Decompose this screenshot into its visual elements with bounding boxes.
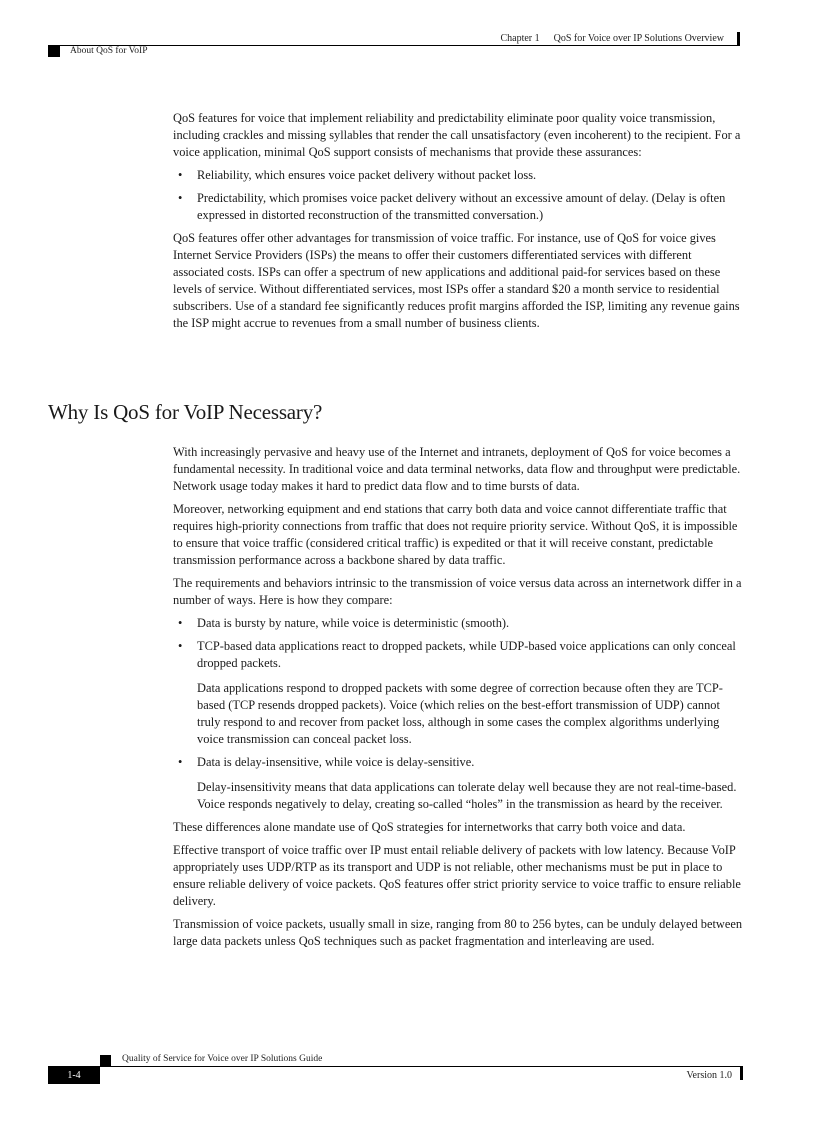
header-square (48, 45, 60, 57)
bullet-icon: • (178, 639, 183, 653)
intro-paragraph: QoS features offer other advantages for transmission of voice traffic. For instance, use of QoS for voice gives Internet Service Providers (ISPs) the means to offer their customers differentiated services with different associated costs. ISPs can offer a spectrum of new applications and additional paid-for services based on these levels of service. Without differentiated services, most ISPs offer a standard $20 a month service to residential subscribers. Use of a standard fee significantly reduces profit margins afforded the ISP, limiting any revenue gains the ISP might accrue to revenues from a small number of business clients. (173, 231, 740, 330)
section-header: About QoS for VoIP (70, 46, 148, 56)
header-bar (737, 32, 740, 46)
bullet-icon: • (178, 168, 183, 182)
chapter-title: QoS for Voice over IP Solutions Overview (553, 33, 724, 44)
page-number: 1-4 (48, 1067, 100, 1084)
intro-bullet-list (173, 167, 743, 224)
version-label: Version 1.0 (686, 1070, 732, 1081)
chapter-number: Chapter 1 (500, 33, 540, 44)
list-item: • Data is bursty by nature, while voice is deterministic (smooth). (178, 616, 510, 630)
intro-paragraph: QoS features for voice that implement reliability and predictability eliminate poor quality voice transmission, including crackles and missing syllables that render the call unsatisfactory (even incoherent) to the recipient. For a voice application, minimal QoS support consists of mechanisms that provide these assurances: (173, 111, 741, 159)
running-header (500, 33, 724, 44)
guide-title: Quality of Service for Voice over IP Solutions Guide (122, 1054, 323, 1064)
body-paragraph: Transmission of voice packets, usually small in size, ranging from 80 to 256 bytes, can be unduly delayed between large data packets unless QoS techniques such as packet fragmentation and interleaving are used. (173, 917, 743, 948)
header-rule (48, 45, 740, 46)
body-paragraph: The requirements and behaviors intrinsic to the transmission of voice versus data across an internetwork differ in a number of ways. Here is how they compare: (173, 576, 742, 607)
section-heading: Why Is QoS for VoIP Necessary? (48, 400, 323, 424)
bullet-icon: • (178, 191, 183, 205)
body-paragraph: Moreover, networking equipment and end stations that carry both data and voice cannot differentiate traffic that requires high-priority connections from traffic that does not require priority service. Without QoS, it is impossible to ensure that voice traffic (considered critical traffic) is expedited or that it will receive constant, predictable transmission performance across a backbone shared by data traffic. (173, 502, 738, 567)
list-item: • Reliability, which ensures voice packet delivery without packet loss. (178, 168, 537, 182)
list-item: • TCP-based data applications react to dropped packets, while UDP-based voice applications can only conceal dropped packets. Data applications respond to dropped packets with some degree of correction because often they are TCP-based (TCP resends dropped packets). Voice (which relies on the best-effort transmission of UDP) cannot truly respond to and recover from packet loss, although in some cases the complex algorithms underlying voice transmission can conceal packet loss. (173, 638, 743, 748)
list-item: • Predictability, which promises voice packet delivery without an excessive amount of delay. (Delay is often expressed in distorted reconstruction of the transmitted conversation.) (178, 191, 726, 222)
comparison-bullet-list (173, 615, 743, 813)
footer-rule (48, 1066, 740, 1067)
bullet-detail: Delay-insensitivity means that data applications can tolerate delay well because they are not real-time-based. Voice responds negatively to delay, creating so-called “holes” in the transmission as heard by the receiver. (197, 780, 737, 811)
body-paragraph: These differences alone mandate use of QoS strategies for internetworks that carry both voice and data. (173, 820, 686, 834)
bullet-detail: Data applications respond to dropped packets with some degree of correction because often they are TCP-based (TCP resends dropped packets). Voice (which relies on the best-effort transmission of UDP) cannot truly respond to and recover from packet loss, although in some cases the complex algorithms underlying voice transmission can conceal packet loss. (197, 681, 723, 746)
body-paragraph: Effective transport of voice traffic over IP must entail reliable delivery of packets with low latency. Because VoIP appropriately uses UDP/RTP as its transport and UDP is not reliable, other mechanisms must be put in place to ensure reliable delivery of voice packets. QoS features offer strict priority service to voice traffic to ensure reliable delivery. (173, 843, 741, 908)
intro-body (173, 110, 743, 338)
footer-square (100, 1055, 111, 1066)
footer-bar (740, 1066, 743, 1080)
section-body (173, 444, 743, 956)
list-item: • Data is delay-insensitive, while voice is delay-sensitive. Delay-insensitivity means that data applications can tolerate delay well because they are not real-time-based. Voice responds negatively to delay, creating so-called “holes” in the transmission as heard by the receiver. (173, 754, 743, 813)
bullet-icon: • (178, 616, 183, 630)
body-paragraph: With increasingly pervasive and heavy use of the Internet and intranets, deployment of QoS for voice becomes a fundamental necessity. In traditional voice and data terminal networks, data flow and throughput were predictable. Network usage today makes it hard to predict data flow and to time bursts of data. (173, 445, 741, 493)
bullet-icon: • (178, 755, 183, 769)
